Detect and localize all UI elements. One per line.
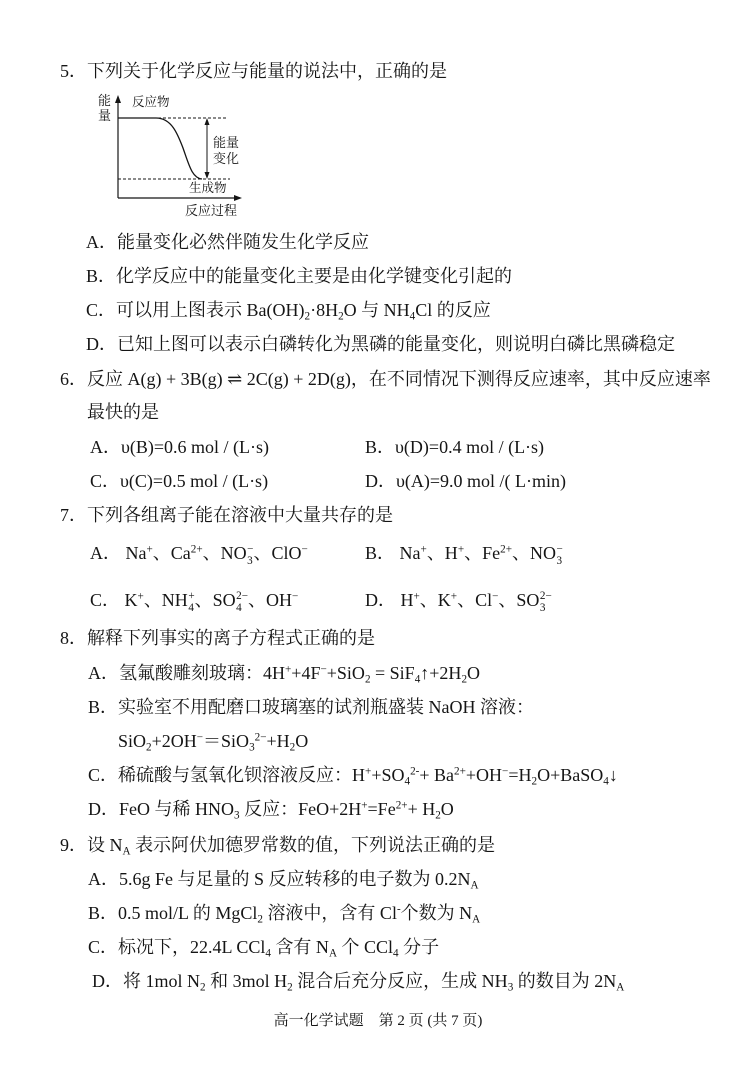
question-number: 7．: [60, 505, 87, 525]
option-text: [119, 799, 454, 822]
q8-option-b: [88, 695, 534, 719]
question-5-stem: [60, 59, 447, 83]
text-run: 、NH: [143, 590, 188, 610]
subscript: 4: [409, 310, 416, 323]
subscript: 2: [200, 981, 206, 994]
ion-charge-stack: [540, 591, 552, 614]
option-label: D．: [86, 334, 117, 354]
text-run: O: [467, 663, 481, 683]
text-run: +SO: [371, 765, 405, 785]
text-run: O: [440, 799, 454, 819]
subscript: 2: [146, 741, 152, 754]
question-text: [87, 835, 496, 858]
text-run: 氢氟酸雕刻玻璃：4H: [119, 663, 285, 683]
text-run: υ(A)=9.0 mol /( L·min): [396, 471, 567, 491]
option-text: [121, 543, 308, 568]
text-run: K: [120, 590, 138, 610]
superscript: 2−: [254, 731, 267, 744]
question-9-stem: [60, 833, 495, 857]
question-number: 8．: [60, 628, 87, 648]
subscript: 4: [414, 673, 421, 686]
text-run: 、SO: [498, 590, 540, 610]
text-run: +OH: [465, 765, 503, 785]
superscript: -: [396, 903, 401, 916]
q9-option-a: [88, 867, 479, 891]
option-label: B．: [88, 697, 119, 717]
superscript: 2+: [454, 765, 466, 778]
subscript: A: [328, 947, 337, 960]
reactants-label: 反应物: [132, 95, 170, 109]
option-text: [118, 697, 534, 717]
text-run: 解释下列事实的离子方程式正确的是: [87, 628, 375, 648]
option-text: [123, 971, 625, 994]
text-run: + H: [407, 799, 436, 819]
superscript: −: [502, 765, 509, 778]
q7-option-d: [365, 588, 552, 615]
option-text: [121, 437, 269, 457]
subscript: A: [616, 981, 625, 994]
q5-option-d: [86, 332, 675, 356]
option-label: D．: [365, 590, 396, 610]
text-run: 个数为 N: [400, 903, 473, 923]
option-label: B．: [88, 903, 119, 923]
text-run: FeO 与稀 HNO: [119, 799, 234, 819]
subscript: 2: [289, 741, 296, 754]
option-text: [117, 232, 369, 252]
option-label: D．: [88, 799, 119, 819]
q6-option-c: [90, 469, 268, 493]
superscript: 2+: [395, 799, 408, 812]
text-run: =Fe: [367, 799, 396, 819]
superscript: −: [292, 590, 299, 603]
text-run: 可以用上图表示 Ba(OH): [116, 300, 305, 320]
text-run: υ(B)=0.6 mol / (L·s): [121, 437, 270, 457]
text-run: 、K: [419, 590, 451, 610]
text-run: +2OH: [151, 731, 197, 751]
text-run: υ(C)=0.5 mol / (L·s): [120, 471, 269, 491]
text-run: 将 1mol N: [123, 971, 201, 991]
superscript: +: [450, 590, 458, 603]
option-text: [119, 869, 479, 892]
subscript: 3: [249, 741, 255, 754]
q9-option-b: [88, 901, 480, 925]
question-text: [87, 628, 375, 648]
subscript: 2: [435, 809, 441, 822]
text-run: 、Fe: [464, 543, 501, 563]
text-run: 下列各组离子能在溶液中大量共存的是: [87, 505, 393, 525]
subscript: 4: [265, 947, 271, 960]
subscript: 2: [257, 913, 263, 926]
text-run: 混合后充分反应，生成 NH: [292, 971, 508, 991]
superscript: −: [301, 543, 308, 556]
text-run: 反应：FeO+2H: [239, 799, 362, 819]
question-text: [87, 61, 447, 81]
superscript: +: [285, 663, 292, 676]
option-text: [395, 437, 544, 457]
text-run: H: [396, 590, 414, 610]
subscript: 4: [188, 602, 194, 615]
option-label: C．: [88, 937, 119, 957]
text-run: 的数目为 2N: [513, 971, 617, 991]
q8-option-c: [88, 763, 618, 787]
subscript: 2: [531, 775, 538, 788]
text-run: 、ClO: [253, 543, 302, 563]
text-run: + Ba: [419, 765, 455, 785]
text-run: O+BaSO: [537, 765, 604, 785]
option-label: A．: [90, 437, 121, 457]
q5-option-c: [86, 298, 491, 322]
option-text: [116, 300, 491, 323]
subscript: 2: [338, 310, 344, 323]
text-run: 5.6g Fe 与足量的 S 反应转移的电子数为 0.2N: [119, 869, 471, 889]
ion-charge-stack: [556, 544, 562, 567]
text-run: +SiO: [326, 663, 365, 683]
question-number: 9．: [60, 835, 87, 855]
text-run: 、NO: [511, 543, 556, 563]
superscript: 2+: [190, 543, 203, 556]
question-text: [87, 505, 393, 525]
text-run: 、NO: [202, 543, 247, 563]
q6-option-d: [365, 469, 566, 493]
q9-option-d: [92, 969, 624, 993]
page-footer: 高一化学试题 第 2 页 (共 7 页): [273, 1013, 483, 1029]
superscript: −: [556, 543, 563, 556]
q8-option-a: [88, 661, 480, 685]
q7-option-a: [90, 541, 308, 568]
text-run: Na: [395, 543, 421, 563]
text-run: 能量变化必然伴随发生化学反应: [117, 232, 369, 252]
superscript: +: [137, 590, 144, 603]
option-label: B．: [365, 437, 396, 457]
text-run: 已知上图可以表示白磷转化为黑磷的能量变化，则说明白磷比黑磷稳定: [117, 334, 675, 354]
q9-option-c: [88, 935, 439, 959]
text-run: 、Ca: [152, 543, 191, 563]
option-text: [118, 765, 618, 788]
subscript: 4: [236, 602, 242, 615]
subscript: 3: [539, 602, 546, 615]
text-run: 反应 A(g) + 3B(g) ⇌ 2C(g) + 2D(g)，在不同情况下测得反应速率，其中反应速率: [87, 369, 711, 389]
superscript: +: [413, 590, 420, 603]
question-7-stem: [60, 503, 393, 527]
superscript: +: [146, 543, 153, 556]
option-label: A．: [86, 232, 117, 252]
text-run: +H: [266, 731, 290, 751]
text-run: 溶液中，含有 Cl: [262, 903, 397, 923]
superscript: +: [365, 765, 372, 778]
option-text: [396, 471, 566, 491]
superscript: 2+: [500, 543, 512, 556]
text-run: ↑+2H: [420, 663, 462, 683]
q8-option-b-equation: [118, 729, 308, 753]
subscript: 2: [287, 981, 293, 994]
text-run: =H: [508, 765, 532, 785]
q6-option-a: [90, 435, 269, 459]
text-run: SiO: [118, 731, 147, 751]
superscript: +: [420, 543, 427, 556]
option-label: C．: [86, 300, 117, 320]
x-axis-arrowhead: [234, 195, 242, 201]
option-text: [118, 903, 481, 926]
option-label: A．: [88, 663, 119, 683]
y-axis-arrowhead: [115, 95, 121, 103]
superscript: −: [320, 663, 327, 676]
option-label: A．: [88, 869, 119, 889]
q7-option-b: [365, 541, 563, 568]
q5-option-a: [86, 230, 369, 254]
text-run: 个 CCl: [337, 937, 394, 957]
subscript: 2: [364, 673, 371, 686]
text-run: 和 3mol H: [205, 971, 288, 991]
products-label: 生成物: [189, 181, 227, 195]
subscript: 3: [556, 555, 563, 568]
superscript: +: [361, 799, 368, 812]
option-label: D．: [92, 971, 123, 991]
x-axis-label: 反应过程: [185, 203, 238, 218]
option-label: C．: [90, 471, 121, 491]
option-text: [120, 590, 299, 615]
text-run: 、H: [426, 543, 458, 563]
text-run: 、OH: [248, 590, 292, 610]
superscript: 2−: [236, 590, 248, 603]
superscript: −: [492, 590, 499, 603]
text-run: 、SO: [194, 590, 236, 610]
text-run: Na: [121, 543, 147, 563]
text-run: 表示阿伏加德罗常数的值，下列说法正确的是: [130, 835, 496, 855]
subscript: A: [470, 879, 479, 892]
option-label: C．: [88, 765, 119, 785]
subscript: 3: [247, 555, 253, 568]
superscript: +: [188, 590, 195, 603]
text-run: Cl 的反应: [415, 300, 491, 320]
text-run: ·8H: [310, 300, 339, 320]
energy-change-arrowhead-down: [205, 172, 210, 179]
option-text: [117, 334, 675, 354]
question-text: [87, 402, 159, 422]
text-run: O 与 NH: [343, 300, 410, 320]
energy-diagram: [88, 90, 248, 220]
subscript: A: [122, 845, 131, 858]
subscript: 4: [404, 775, 411, 788]
superscript: −: [196, 731, 204, 744]
option-label: C．: [90, 590, 121, 610]
question-6-stem-continued: [87, 400, 159, 424]
question-number: 5．: [60, 61, 87, 81]
q6-option-b: [365, 435, 544, 459]
superscript: +: [457, 543, 465, 556]
text-run: 下列关于化学反应与能量的说法中，正确的是: [87, 61, 447, 81]
text-run: 标况下，22.4L CCl: [118, 937, 266, 957]
text-run: 稀硫酸与氢氧化钡溶液反应：H: [118, 765, 366, 785]
text-run: 实验室不用配磨口玻璃塞的试剂瓶盛装 NaOH 溶液：: [118, 697, 534, 717]
question-8-stem: [60, 626, 375, 650]
ion-charge-stack: [236, 591, 248, 614]
option-label: A．: [90, 543, 121, 563]
text-run: O: [295, 731, 309, 751]
subscript: 4: [393, 947, 399, 960]
option-text: [116, 266, 512, 286]
superscript: 2-: [410, 765, 420, 778]
text-run: ↓: [608, 765, 618, 785]
text-run: ＝SiO: [203, 731, 250, 751]
text-run: 、Cl: [457, 590, 493, 610]
text-run: 化学反应中的能量变化主要是由化学键变化引起的: [116, 266, 513, 286]
text-run: υ(D)=0.4 mol / (L·s): [395, 437, 545, 457]
text-run: 分子: [398, 937, 440, 957]
option-equation: [118, 731, 309, 754]
text-run: +4F: [291, 663, 321, 683]
subscript: 4: [603, 775, 609, 788]
option-label: D．: [365, 471, 396, 491]
option-label: B．: [86, 266, 117, 286]
q5-option-b: [86, 264, 512, 288]
text-run: = SiF: [370, 663, 415, 683]
energy-change-arrowhead-up: [205, 118, 210, 125]
subscript: 3: [507, 981, 514, 994]
y-axis-label: 能量: [98, 93, 112, 123]
subscript: 2: [304, 310, 311, 323]
energy-change-label: 能量变化: [213, 135, 240, 166]
subscript: A: [472, 913, 481, 926]
question-number: 6．: [60, 369, 87, 389]
option-text: [396, 590, 552, 615]
option-text: [120, 471, 268, 491]
superscript: −: [247, 543, 254, 556]
q7-option-c: [90, 588, 298, 615]
subscript: 3: [234, 809, 240, 822]
option-text: [395, 543, 563, 568]
question-text: [87, 369, 711, 389]
question-6-stem: [60, 367, 711, 391]
text-run: 0.5 mol/L 的 MgCl: [118, 903, 258, 923]
text-run: 含有 N: [270, 937, 329, 957]
superscript: 2−: [539, 590, 552, 603]
q8-option-d: [88, 797, 454, 821]
option-text: [119, 663, 481, 686]
option-text: [118, 937, 440, 960]
energy-curve: [118, 118, 202, 179]
text-run: 设 N: [87, 835, 123, 855]
subscript: 2: [461, 673, 468, 686]
option-label: B．: [365, 543, 396, 563]
text-run: 最快的是: [87, 402, 159, 422]
